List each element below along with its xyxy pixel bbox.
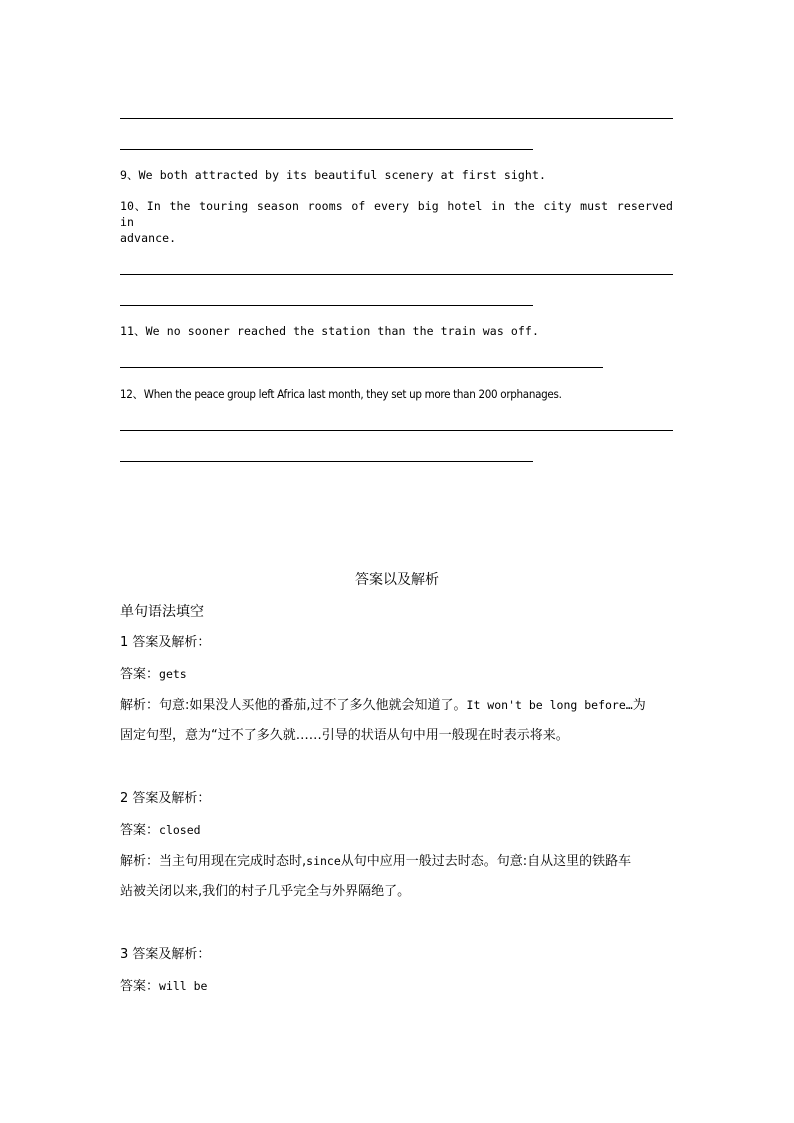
analysis-label: 解析： (120, 854, 160, 869)
answer-value: closed (159, 823, 201, 837)
answers-title: 答案以及解析 (355, 572, 439, 588)
question-11: 11、We no sooner reached the station than the train was off. (120, 324, 539, 338)
answer-2-analysis-line-1 (120, 852, 631, 871)
analysis-text: 为 (632, 698, 646, 713)
answer-3-heading: 3 答案及解析： (120, 947, 211, 962)
analysis-english: It won't be long before… (466, 698, 633, 712)
answer-1-answer (120, 665, 187, 684)
question-10-line-1: 10、In the touring season rooms of every big hotel in the city must reserved in (120, 199, 673, 229)
answer-line (120, 305, 533, 306)
answer-line (120, 367, 603, 368)
question-10-line-2: advance. (120, 231, 177, 245)
answer-1-heading: 1 答案及解析： (120, 635, 211, 650)
answer-2-analysis-line-2: 站被关闭以来,我们的村子几乎完全与外界隔绝了。 (120, 884, 411, 899)
analysis-label: 解析： (120, 698, 160, 713)
answer-value: will be (159, 979, 208, 993)
answer-label: 答案： (120, 979, 160, 994)
analysis-text: 从句中应用一般过去时态。句意:自从这里的铁路车 (340, 854, 632, 869)
answer-value: gets (159, 667, 187, 681)
answer-line (120, 118, 673, 119)
answer-2-heading: 2 答案及解析： (120, 791, 211, 806)
analysis-english: since (306, 854, 341, 868)
answer-3-answer (120, 977, 207, 996)
analysis-text: 句意:如果没人买他的番茄,过不了多久他就会知道了。 (159, 698, 467, 713)
answer-2-answer (120, 821, 201, 840)
answer-label: 答案： (120, 667, 160, 682)
analysis-text: 当主句用现在完成时态时, (159, 854, 307, 869)
answer-1-analysis-line-1 (120, 696, 646, 715)
question-12: 12、When the peace group left Africa last month, they set up more than 200 orphanages. (120, 387, 562, 401)
answer-line (120, 430, 673, 431)
answer-line (120, 274, 673, 275)
question-9: 9、We both attracted by its beautiful scenery at first sight. (120, 168, 546, 182)
answer-1-analysis-line-2: 固定句型，意为“过不了多久就……引导的状语从句中用一般现在时表示将来。 (120, 728, 569, 743)
answer-line (120, 149, 533, 150)
answer-label: 答案： (120, 823, 160, 838)
section-heading: 单句语法填空 (120, 604, 204, 620)
answer-line (120, 461, 533, 462)
